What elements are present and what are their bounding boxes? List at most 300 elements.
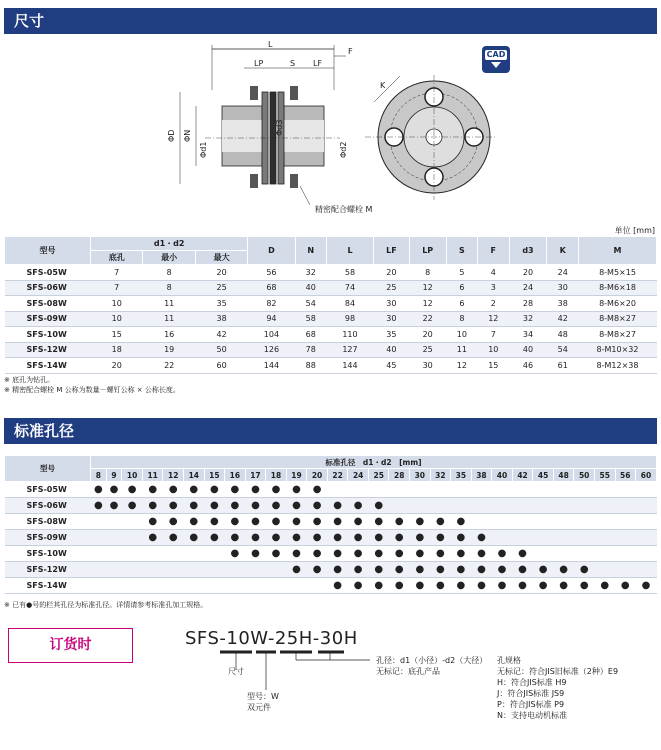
- ordering-label: 订货时: [8, 628, 133, 663]
- cell-mark: ●: [286, 514, 307, 530]
- header-max: 最大: [195, 251, 247, 265]
- cell-value: 11: [446, 342, 477, 358]
- cell-mark: [594, 514, 615, 530]
- cell-value: 2: [478, 296, 509, 312]
- cell-mark: ●: [327, 530, 348, 546]
- cell-mark: ●: [184, 498, 205, 514]
- cell-value: 32: [509, 311, 547, 327]
- dim-LP: LP: [254, 59, 264, 68]
- header-N: N: [295, 237, 326, 265]
- cell-mark: ●: [471, 562, 492, 578]
- cell-mark: [348, 482, 369, 498]
- cell-mark: [553, 482, 574, 498]
- cell-mark: [594, 482, 615, 498]
- note-line: ※ 底孔为钻孔。: [4, 376, 55, 384]
- cell-mark: [368, 482, 389, 498]
- header-size: 15: [204, 469, 225, 482]
- cell-mark: ●: [286, 482, 307, 498]
- cell-value: 16: [143, 327, 195, 343]
- cell-value: 25: [374, 280, 410, 296]
- cell-value: 19: [143, 342, 195, 358]
- cell-value: 40: [509, 342, 547, 358]
- cell-mark: ●: [245, 514, 266, 530]
- table-row: [5, 514, 657, 530]
- note-line: ※ 精密配合螺栓 M 公称为数量－螺钉公称 × 公称长度。: [4, 386, 180, 394]
- cell-mark: [615, 562, 636, 578]
- cell-mark: [122, 530, 143, 546]
- cell-mark: [553, 514, 574, 530]
- cell-value: 7: [478, 327, 509, 343]
- cell-value: 6: [446, 280, 477, 296]
- cell-model: SFS-05W: [5, 265, 91, 281]
- cell-value: 8-M8×27: [579, 327, 657, 343]
- cell-value: 58: [326, 265, 373, 281]
- cell-mark: ●: [389, 578, 410, 594]
- header-size: 9: [106, 469, 122, 482]
- cell-value: 30: [374, 296, 410, 312]
- cell-mark: ●: [142, 530, 163, 546]
- header-M: M: [579, 237, 657, 265]
- cell-value: 84: [326, 296, 373, 312]
- cell-mark: [106, 562, 122, 578]
- cell-value: 94: [248, 311, 295, 327]
- cell-mark: [492, 498, 513, 514]
- dimension-table: [4, 236, 657, 374]
- cell-mark: [122, 578, 143, 594]
- cell-mark: ●: [451, 562, 472, 578]
- cell-mark: ●: [327, 498, 348, 514]
- header-bore-title: 标准孔径 d1・d2 [mm]: [91, 456, 657, 469]
- cell-mark: [142, 562, 163, 578]
- header-size: 48: [553, 469, 574, 482]
- header-size: 24: [348, 469, 369, 482]
- model-type-line: 型号：W: [247, 692, 279, 701]
- dim-L: L: [268, 40, 273, 49]
- header-size: 14: [184, 469, 205, 482]
- cell-mark: ●: [307, 546, 328, 562]
- cell-value: 144: [248, 358, 295, 374]
- header-size: 42: [512, 469, 533, 482]
- cell-mark: [594, 498, 615, 514]
- cell-mark: ●: [327, 562, 348, 578]
- header-model: 型号: [5, 456, 91, 482]
- cell-value: 12: [478, 311, 509, 327]
- cell-mark: ●: [348, 514, 369, 530]
- cell-value: 10: [478, 342, 509, 358]
- cell-mark: ●: [471, 546, 492, 562]
- dim-phid1: Φd1: [199, 141, 208, 158]
- cell-mark: ●: [122, 498, 143, 514]
- cell-mark: ●: [348, 546, 369, 562]
- cell-value: 88: [295, 358, 326, 374]
- cell-value: 25: [195, 280, 247, 296]
- cell-mark: ●: [451, 578, 472, 594]
- cell-value: 18: [91, 342, 143, 358]
- cell-mark: [512, 530, 533, 546]
- cell-mark: ●: [636, 578, 657, 594]
- coupling-drawing: [160, 40, 500, 225]
- cell-value: 144: [326, 358, 373, 374]
- table-row: [5, 327, 657, 343]
- cell-value: 35: [195, 296, 247, 312]
- cell-mark: ●: [307, 498, 328, 514]
- cell-value: 20: [509, 265, 547, 281]
- cell-mark: [122, 514, 143, 530]
- cell-mark: [615, 482, 636, 498]
- cell-mark: [636, 530, 657, 546]
- cell-mark: [594, 546, 615, 562]
- cell-value: 15: [91, 327, 143, 343]
- cell-mark: [533, 514, 554, 530]
- cell-mark: [91, 530, 107, 546]
- cell-mark: ●: [430, 530, 451, 546]
- cell-value: 8: [143, 265, 195, 281]
- cell-mark: [163, 546, 184, 562]
- cell-value: 12: [446, 358, 477, 374]
- cell-mark: [553, 546, 574, 562]
- cell-mark: ●: [225, 482, 246, 498]
- cell-value: 8: [446, 311, 477, 327]
- cell-mark: [574, 482, 595, 498]
- cad-label: CAD: [486, 50, 506, 59]
- cell-mark: [533, 546, 554, 562]
- cell-mark: ●: [348, 530, 369, 546]
- cell-mark: [574, 514, 595, 530]
- cell-mark: ●: [142, 498, 163, 514]
- table-row: [5, 311, 657, 327]
- cell-mark: [389, 498, 410, 514]
- cell-mark: ●: [163, 514, 184, 530]
- cell-mark: [574, 546, 595, 562]
- cell-mark: ●: [368, 578, 389, 594]
- cell-value: 126: [248, 342, 295, 358]
- cell-model: SFS-14W: [5, 578, 91, 594]
- cell-value: 12: [409, 280, 446, 296]
- header-size: 8: [91, 469, 107, 482]
- cell-mark: ●: [451, 530, 472, 546]
- cell-mark: [122, 546, 143, 562]
- cell-mark: [615, 546, 636, 562]
- spec-line: P：符合JIS标准 P9: [497, 700, 565, 709]
- header-size: 16: [225, 469, 246, 482]
- cell-value: 30: [409, 358, 446, 374]
- bore-table: [4, 455, 657, 594]
- dim-phid2: Φd2: [339, 141, 348, 158]
- cell-value: 42: [195, 327, 247, 343]
- cell-mark: ●: [389, 562, 410, 578]
- cell-value: 35: [374, 327, 410, 343]
- cell-mark: [594, 562, 615, 578]
- cell-mark: ●: [184, 482, 205, 498]
- cell-mark: ●: [204, 514, 225, 530]
- cell-mark: ●: [368, 562, 389, 578]
- cell-model: SFS-08W: [5, 514, 91, 530]
- model-sub-line: 双元件: [247, 703, 271, 712]
- cell-mark: ●: [512, 546, 533, 562]
- cell-mark: ●: [204, 482, 225, 498]
- cell-value: 8: [143, 280, 195, 296]
- cell-value: 5: [446, 265, 477, 281]
- header-model: 型号: [5, 237, 91, 265]
- bore-note: ※ 已有●号的栏其孔径为标准孔径。详情请参考标准孔加工规格。: [4, 601, 208, 609]
- bore-label: [376, 655, 487, 677]
- cell-value: 22: [143, 358, 195, 374]
- table-row: [5, 358, 657, 374]
- cell-mark: [451, 498, 472, 514]
- table-row: [5, 280, 657, 296]
- header-K: K: [547, 237, 579, 265]
- cell-mark: [553, 498, 574, 514]
- cell-mark: ●: [266, 546, 287, 562]
- cell-mark: ●: [471, 578, 492, 594]
- header-size: 38: [471, 469, 492, 482]
- cell-mark: [512, 514, 533, 530]
- cell-mark: ●: [471, 530, 492, 546]
- cell-mark: ●: [225, 514, 246, 530]
- cell-mark: [307, 578, 328, 594]
- header-d3: d3: [509, 237, 547, 265]
- cell-value: 7: [91, 265, 143, 281]
- cell-mark: [410, 498, 431, 514]
- cell-mark: ●: [553, 578, 574, 594]
- cell-mark: ●: [574, 562, 595, 578]
- cell-mark: [471, 482, 492, 498]
- cell-mark: ●: [410, 562, 431, 578]
- cell-value: 8-M6×18: [579, 280, 657, 296]
- cell-mark: ●: [348, 578, 369, 594]
- header-size: 20: [307, 469, 328, 482]
- cell-mark: ●: [430, 546, 451, 562]
- cell-value: 12: [409, 296, 446, 312]
- cell-mark: ●: [225, 546, 246, 562]
- table-row: [5, 265, 657, 281]
- cell-value: 8-M10×32: [579, 342, 657, 358]
- cell-mark: [512, 482, 533, 498]
- header-size: 25: [368, 469, 389, 482]
- cell-mark: [512, 498, 533, 514]
- cell-mark: [615, 530, 636, 546]
- cell-model: SFS-14W: [5, 358, 91, 374]
- cell-value: 40: [295, 280, 326, 296]
- cell-mark: [163, 578, 184, 594]
- unit-label: 单位 [mm]: [614, 226, 655, 235]
- cell-mark: ●: [286, 530, 307, 546]
- section-title-bores: 标准孔径: [4, 418, 657, 444]
- dim-phiD: ΦD: [167, 129, 176, 142]
- cell-value: 58: [295, 311, 326, 327]
- cell-mark: ●: [451, 546, 472, 562]
- cell-mark: ●: [410, 578, 431, 594]
- cell-mark: ●: [451, 514, 472, 530]
- cell-mark: [471, 498, 492, 514]
- cell-mark: ●: [389, 514, 410, 530]
- cell-mark: ●: [163, 498, 184, 514]
- cell-value: 10: [446, 327, 477, 343]
- cell-model: SFS-06W: [5, 498, 91, 514]
- cell-value: 10: [91, 296, 143, 312]
- dim-F: F: [348, 47, 353, 56]
- cell-mark: [106, 578, 122, 594]
- cell-value: 82: [248, 296, 295, 312]
- cell-mark: ●: [327, 514, 348, 530]
- cell-value: 4: [478, 265, 509, 281]
- cell-mark: [636, 562, 657, 578]
- cell-mark: [184, 562, 205, 578]
- cell-mark: ●: [574, 578, 595, 594]
- cell-mark: ●: [91, 482, 107, 498]
- cell-mark: ●: [327, 578, 348, 594]
- dim-phiN: ΦN: [183, 129, 192, 142]
- cell-value: 38: [195, 311, 247, 327]
- header-size: 11: [142, 469, 163, 482]
- cell-value: 8: [409, 265, 446, 281]
- spec-title: 孔规格: [497, 656, 521, 665]
- cell-mark: [163, 562, 184, 578]
- cell-mark: [225, 578, 246, 594]
- cell-mark: ●: [266, 498, 287, 514]
- cell-mark: [533, 498, 554, 514]
- cell-mark: [106, 530, 122, 546]
- header-size: 18: [266, 469, 287, 482]
- header-F: F: [478, 237, 509, 265]
- header-size: 55: [594, 469, 615, 482]
- cell-mark: ●: [106, 498, 122, 514]
- cell-mark: ●: [307, 514, 328, 530]
- cell-value: 61: [547, 358, 579, 374]
- cell-mark: [184, 546, 205, 562]
- cell-model: SFS-10W: [5, 327, 91, 343]
- cell-value: 54: [295, 296, 326, 312]
- cell-mark: [245, 578, 266, 594]
- cell-mark: ●: [594, 578, 615, 594]
- cell-value: 48: [547, 327, 579, 343]
- cell-mark: [553, 530, 574, 546]
- cell-mark: [533, 530, 554, 546]
- header-LF: LF: [374, 237, 410, 265]
- cell-mark: [636, 482, 657, 498]
- cell-value: 28: [509, 296, 547, 312]
- header-size: 30: [410, 469, 431, 482]
- cell-mark: [492, 530, 513, 546]
- cell-mark: [636, 498, 657, 514]
- cell-value: 34: [509, 327, 547, 343]
- cell-mark: [594, 530, 615, 546]
- cell-mark: ●: [430, 578, 451, 594]
- cell-value: 3: [478, 280, 509, 296]
- header-size: 10: [122, 469, 143, 482]
- cell-model: SFS-08W: [5, 296, 91, 312]
- dimension-notes: [4, 375, 180, 395]
- cell-model: SFS-10W: [5, 546, 91, 562]
- cell-model: SFS-12W: [5, 562, 91, 578]
- cell-value: 25: [409, 342, 446, 358]
- header-size: 28: [389, 469, 410, 482]
- cell-mark: ●: [266, 514, 287, 530]
- cell-mark: ●: [106, 482, 122, 498]
- header-size: 12: [163, 469, 184, 482]
- cell-mark: ●: [245, 530, 266, 546]
- cell-mark: ●: [410, 514, 431, 530]
- cell-value: 24: [547, 265, 579, 281]
- header-size: 19: [286, 469, 307, 482]
- table-row: [5, 498, 657, 514]
- cell-value: 54: [547, 342, 579, 358]
- cell-value: 6: [446, 296, 477, 312]
- cell-mark: ●: [91, 498, 107, 514]
- cell-mark: [286, 578, 307, 594]
- cell-mark: [142, 578, 163, 594]
- cell-mark: [245, 562, 266, 578]
- cell-mark: ●: [512, 578, 533, 594]
- header-size: 17: [245, 469, 266, 482]
- header-size: 32: [430, 469, 451, 482]
- cell-mark: [122, 562, 143, 578]
- header-S: S: [446, 237, 477, 265]
- cell-value: 8-M12×38: [579, 358, 657, 374]
- cell-mark: ●: [492, 546, 513, 562]
- table-row: [5, 578, 657, 594]
- cell-value: 78: [295, 342, 326, 358]
- cell-mark: ●: [368, 514, 389, 530]
- bore-spec-list: [497, 655, 618, 721]
- header-size: 60: [636, 469, 657, 482]
- cell-value: 45: [374, 358, 410, 374]
- cell-mark: ●: [266, 530, 287, 546]
- cell-mark: ●: [348, 562, 369, 578]
- table-row: [5, 562, 657, 578]
- cell-mark: ●: [615, 578, 636, 594]
- header-D: D: [248, 237, 295, 265]
- cell-mark: ●: [389, 546, 410, 562]
- cell-mark: ●: [286, 498, 307, 514]
- cell-value: 56: [248, 265, 295, 281]
- spec-line: J：符合JIS标准 JS9: [497, 689, 565, 698]
- cell-value: 24: [509, 280, 547, 296]
- header-LP: LP: [409, 237, 446, 265]
- cell-mark: ●: [142, 514, 163, 530]
- cell-mark: ●: [245, 546, 266, 562]
- cell-mark: ●: [368, 546, 389, 562]
- header-size: 45: [533, 469, 554, 482]
- cell-mark: [106, 546, 122, 562]
- size-label: 尺寸: [228, 667, 244, 676]
- cell-mark: ●: [204, 498, 225, 514]
- cell-mark: [91, 546, 107, 562]
- cell-value: 22: [409, 311, 446, 327]
- header-size: 56: [615, 469, 636, 482]
- cell-value: 32: [295, 265, 326, 281]
- cell-mark: [204, 562, 225, 578]
- table-row: [5, 342, 657, 358]
- spec-line: 无标记：符合JIS旧标准（2种）E9: [497, 667, 619, 676]
- cell-value: 104: [248, 327, 295, 343]
- cell-model: SFS-09W: [5, 530, 91, 546]
- cell-mark: [91, 562, 107, 578]
- cell-mark: [266, 562, 287, 578]
- cell-value: 68: [248, 280, 295, 296]
- cell-mark: [492, 514, 513, 530]
- cell-value: 74: [326, 280, 373, 296]
- cell-mark: ●: [533, 578, 554, 594]
- cell-mark: [615, 498, 636, 514]
- cell-mark: [106, 514, 122, 530]
- cell-mark: ●: [368, 498, 389, 514]
- cell-mark: [574, 530, 595, 546]
- cell-value: 60: [195, 358, 247, 374]
- cell-mark: ●: [492, 562, 513, 578]
- cell-mark: ●: [430, 562, 451, 578]
- dim-S: S: [290, 59, 296, 68]
